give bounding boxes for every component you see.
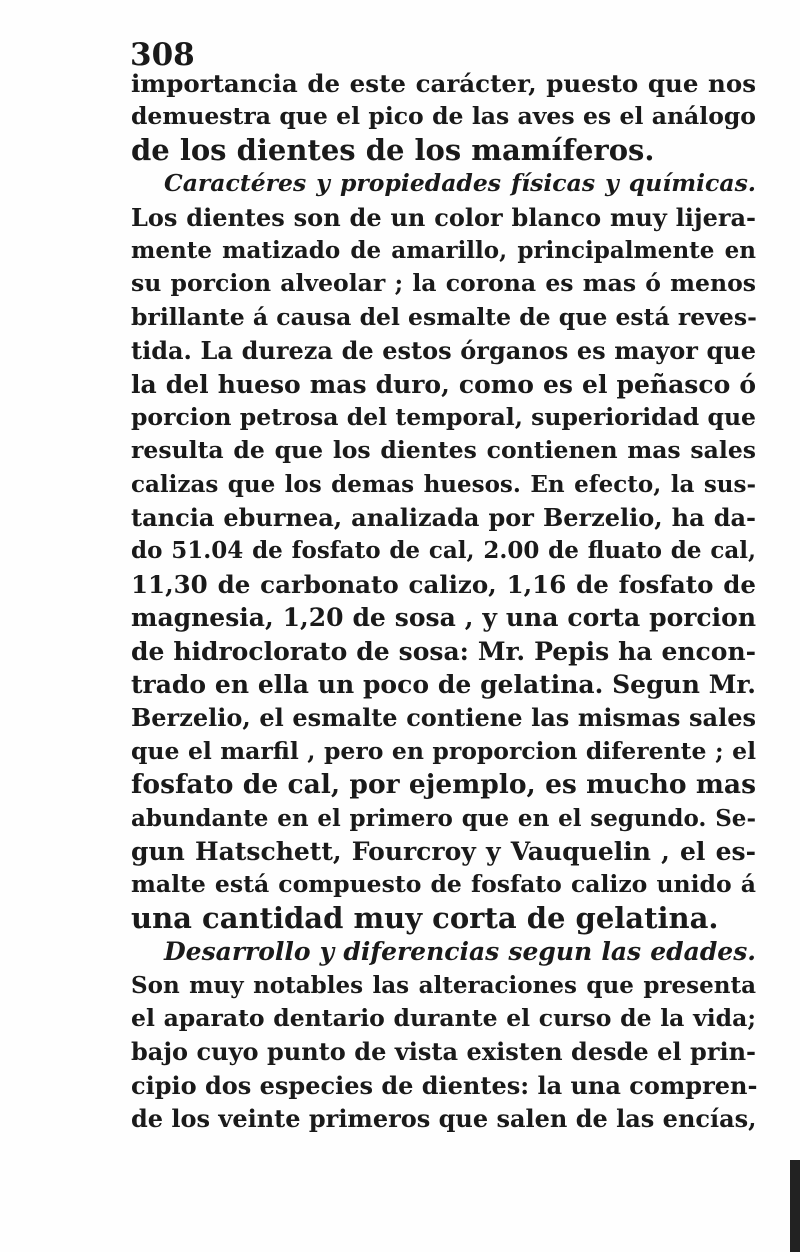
- text-line: la del hueso mas duro, como es el peñasco ó: [131, 369, 756, 399]
- section-heading: Desarrollo y diferencias segun las edades.: [164, 937, 756, 967]
- text-line: su porcion alveolar ; la corona es mas ó menos: [131, 269, 756, 298]
- text-line: mente matizado de amarillo, principalmente en: [131, 236, 756, 264]
- section-heading: Caractéres y propiedades físicas y químicas.: [164, 169, 756, 198]
- text-line: fosfato de cal, por ejemplo, es mucho mas: [131, 769, 756, 801]
- text-line: una cantidad muy corta de gelatina.: [131, 900, 719, 935]
- body-text: [131, 67, 756, 1136]
- text-line: el aparato dentario durante el curso de la vida;: [131, 1003, 756, 1032]
- text-line: tida. La dureza de estos órganos es mayor que: [131, 336, 756, 366]
- text-line: abundante en el primero que en el segundo. Se-: [131, 804, 756, 832]
- text-line: Son muy notables las alteraciones que presenta: [131, 971, 756, 999]
- text-line: importancia de este carácter, puesto que nos: [131, 69, 756, 98]
- text-line: brillante á causa del esmalte de que está reves-: [131, 302, 757, 331]
- text-line: tancia eburnea, analizada por Berzelio, ha da-: [131, 503, 756, 533]
- text-line: magnesia, 1,20 de sosa , y una corta porcion: [131, 603, 756, 633]
- text-line: de hidroclorato de sosa: Mr. Pepis ha encon-: [131, 636, 756, 666]
- text-line: de los dientes de los mamíferos.: [131, 132, 655, 167]
- text-line: calizas que los demas huesos. En efecto, la sus-: [131, 470, 756, 498]
- text-line: cipio dos especies de dientes: la una compren-: [131, 1070, 758, 1100]
- text-line: do 51.04 de fosfato de cal, 2.00 de fluato de cal,: [131, 537, 756, 565]
- text-line: que el marfil , pero en proporcion diferente ; el: [131, 736, 756, 765]
- text-line: porcion petrosa del temporal, superioridad que: [131, 402, 756, 431]
- text-line: de los veinte primeros que salen de las encías,: [131, 1104, 757, 1134]
- page-number: 308: [130, 37, 195, 73]
- text-line: 11,30 de carbonato calizo, 1,16 de fosfato de: [131, 569, 756, 599]
- text-line: Los dientes son de un color blanco muy lijera-: [131, 202, 756, 232]
- text-line: gun Hatschett, Fourcroy y Vauquelin , el es-: [131, 836, 756, 866]
- text-line: resulta de que los dientes contienen mas sales: [131, 436, 756, 465]
- text-line: demuestra que el pico de las aves es el análogo: [131, 102, 756, 131]
- text-line: malte está compuesto de fosfato calizo unido á: [131, 870, 756, 899]
- text-line: bajo cuyo punto de vista existen desde el prin-: [131, 1037, 756, 1067]
- text-line: trado en ella un poco de gelatina. Segun Mr.: [131, 670, 756, 700]
- page-edge-shadow: [790, 1160, 800, 1252]
- text-line: Berzelio, el esmalte contiene las mismas sales: [131, 703, 756, 733]
